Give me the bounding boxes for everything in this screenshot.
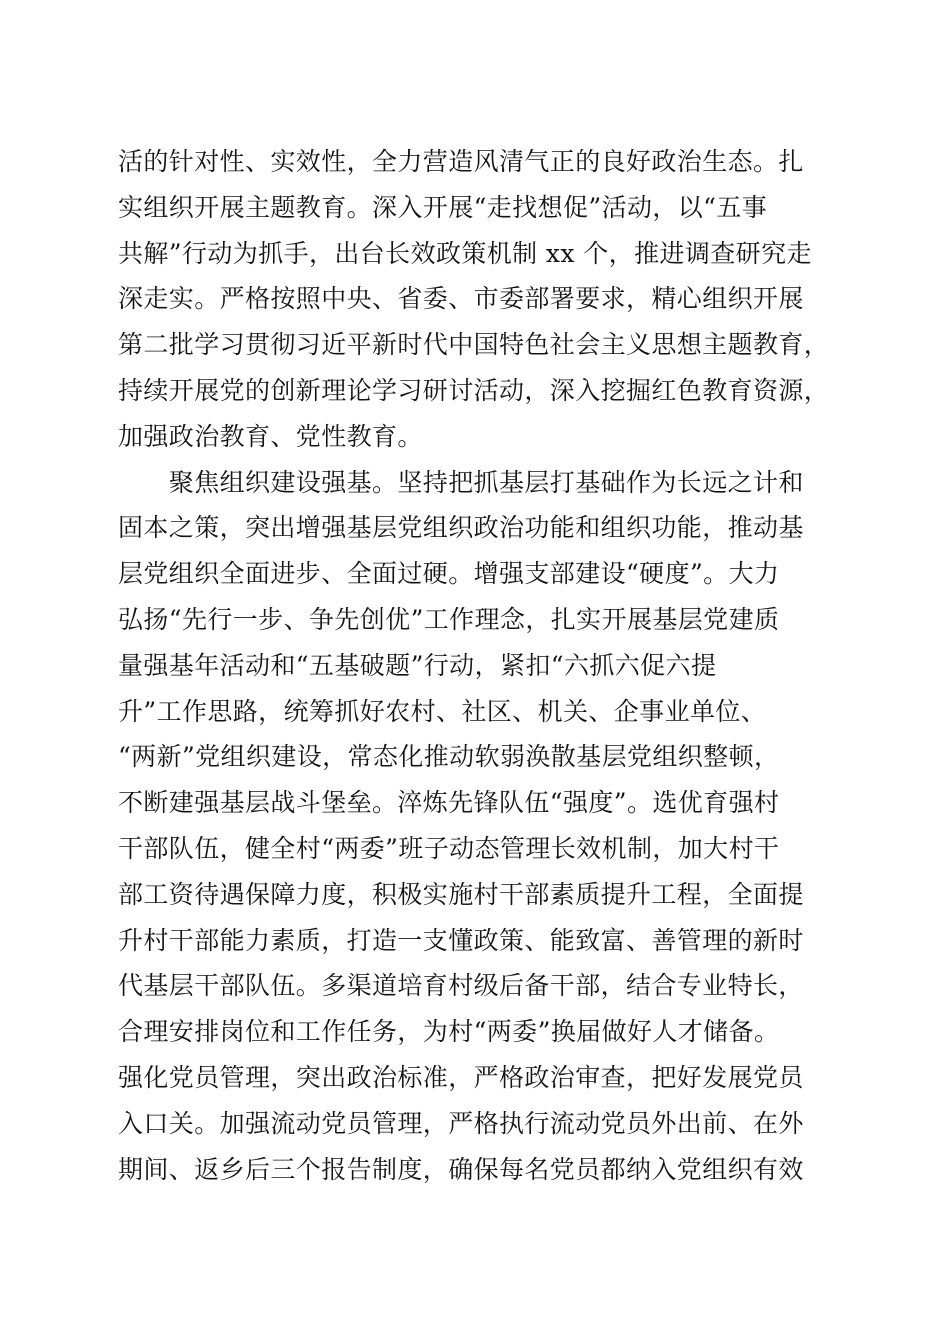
- text-line: 聚焦组织建设强基。坚持把抓基层打基础作为长远之计和: [118, 467, 804, 497]
- paragraph-1: [118, 139, 830, 460]
- text-line: 共解”行动为抓手，出台长效政策机制 xx 个，推进调查研究走: [118, 238, 812, 268]
- text-line: 层党组织全面进步、全面过硬。增强支部建设“硬度”。大力: [118, 559, 780, 589]
- text-line: 量强基年活动和“五基破题”行动，紧扣“六抓六促六提: [118, 650, 717, 680]
- text-line: 强化党员管理，突出政治标准，严格政治审查，把好发展党员: [118, 1062, 804, 1092]
- text-line: 部工资待遇保障力度，积极实施村干部素质提升工程，全面提: [118, 879, 804, 909]
- text-line: 弘扬“先行一步、争先创优”工作理念，扎实开展基层党建质: [118, 604, 780, 634]
- text-line: 实组织开展主题教育。深入开展“走找想促”活动，以“五事: [118, 192, 768, 222]
- paragraph-2: [118, 460, 830, 1193]
- text-line: 不断建强基层战斗堡垒。淬炼先锋队伍“强度”。选优育强村: [118, 788, 780, 818]
- text-line: 活的针对性、实效性，全力营造风清气正的良好政治生态。扎: [118, 147, 804, 176]
- document-body: [118, 139, 830, 1192]
- text-line: 代基层干部队伍。多渠道培育村级后备干部，结合专业特长，: [118, 971, 804, 1001]
- text-line: 干部队伍，健全村“两委”班子动态管理长效机制，加大村干: [118, 833, 780, 863]
- text-line: 固本之策，突出增强基层党组织政治功能和组织功能，推动基: [118, 513, 804, 543]
- text-line: 升”工作思路，统筹抓好农村、社区、机关、企事业单位、: [118, 696, 767, 726]
- text-line: 持续开展党的创新理论学习研讨活动，深入挖掘红色教育资源，: [118, 375, 830, 405]
- text-line: 升村干部能力素质，打造一支懂政策、能致富、善管理的新时: [118, 925, 804, 955]
- text-line: 第二批学习贯彻习近平新时代中国特色社会主义思想主题教育，: [118, 330, 830, 360]
- text-line: 深走实。严格按照中央、省委、市委部署要求，精心组织开展: [118, 284, 804, 314]
- text-line: 入口关。加强流动党员管理，严格执行流动党员外出前、在外: [118, 1108, 804, 1138]
- text-line: 合理安排岗位和工作任务，为村“两委”换届做好人才储备。: [118, 1017, 780, 1047]
- text-line: 期间、返乡后三个报告制度，确保每名党员都纳入党组织有效: [118, 1154, 804, 1184]
- text-line: “两新”党组织建设，常态化推动软弱涣散基层党组织整顿，: [118, 742, 780, 772]
- text-line: 加强政治教育、党性教育。: [118, 421, 423, 451]
